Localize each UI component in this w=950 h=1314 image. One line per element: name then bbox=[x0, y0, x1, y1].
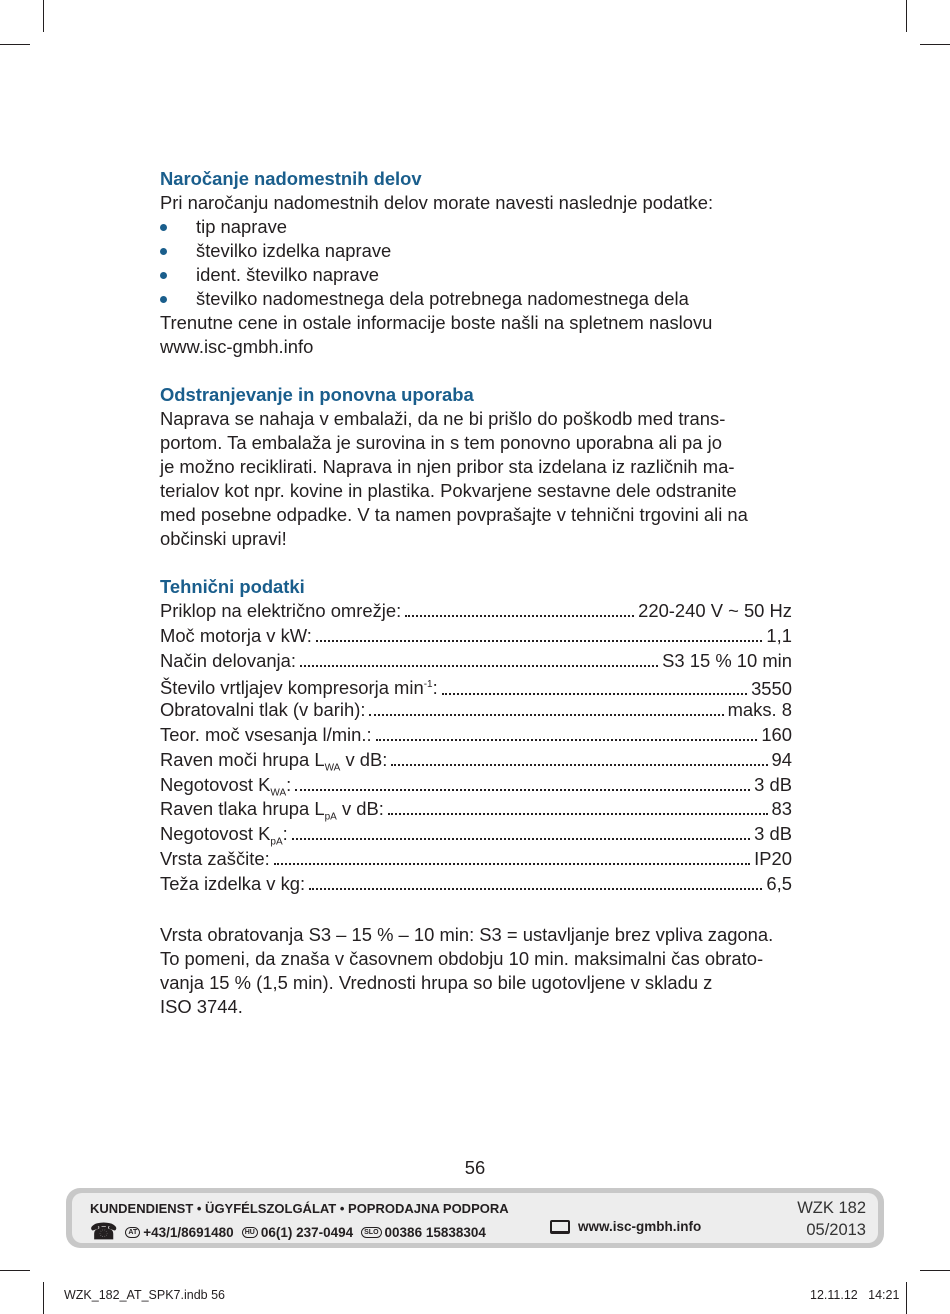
spec-row bbox=[160, 847, 792, 872]
parts-heading: Naročanje nadomestnih delov bbox=[160, 168, 422, 189]
service-footer bbox=[66, 1188, 884, 1248]
spec-value: 1,1 bbox=[766, 624, 792, 646]
parts-intro: Pri naročanju nadomestnih delov morate navesti naslednje podatke: bbox=[160, 192, 714, 213]
crop-mark bbox=[43, 1282, 44, 1314]
parts-outro: Trenutne cene in ostale informacije boste našli na spletnem naslovu bbox=[160, 312, 713, 333]
spec-value: maks. 8 bbox=[727, 699, 792, 721]
crop-mark bbox=[906, 1282, 907, 1314]
website-text: www.isc-gmbh.info bbox=[160, 336, 314, 357]
spec-row bbox=[160, 872, 792, 897]
spec-row bbox=[160, 797, 792, 822]
model-number: WZK 182 bbox=[797, 1199, 866, 1217]
spec-value: 83 bbox=[771, 798, 792, 820]
dot-leader bbox=[274, 863, 750, 865]
mode-line: To pomeni, da znaša v časovnem obdobju 10 min. maksimalni čas obrato- bbox=[160, 947, 764, 969]
edition-date: 05/2013 bbox=[806, 1221, 866, 1239]
phone-number: 06(1) 237-0494 bbox=[260, 1224, 354, 1240]
list-item: številko nadomestnega dela potrebnega nadomestnega dela bbox=[160, 287, 792, 311]
spec-label: Raven tlaka hrupa $L_{pA}$ v dB: bbox=[160, 798, 384, 824]
spec-row bbox=[160, 673, 792, 698]
spec-label: Negotovost $K_{WA}$: bbox=[160, 773, 292, 799]
spec-value: 3550 bbox=[751, 677, 792, 699]
spec-value: 220-240 V ~ 50 Hz bbox=[638, 600, 792, 621]
laptop-icon bbox=[550, 1220, 570, 1234]
list-item: tip naprave bbox=[160, 215, 792, 239]
spec-row bbox=[160, 624, 792, 649]
telephone-icon: ☎ bbox=[90, 1219, 118, 1244]
disposal-line: terialov kot npr. kovine in plastika. Pokvarjene sestavne dele odstranite bbox=[160, 480, 737, 501]
spec-label: Obratovalni tlak (v barih): bbox=[160, 699, 366, 721]
spec-label: Moč motorja v kW: bbox=[160, 624, 312, 646]
spec-label: Negotovost $K_{pA}$: bbox=[160, 823, 288, 848]
page-content bbox=[160, 167, 792, 1019]
disposal-line: Naprava se nahaja v embalaži, da ne bi prišlo do poškodb med trans- bbox=[160, 408, 726, 429]
tech-heading: Tehnični podatki bbox=[160, 576, 305, 597]
phone-number: 00386 15838304 bbox=[384, 1224, 486, 1240]
bullet-icon bbox=[160, 224, 167, 231]
footer-contacts bbox=[90, 1221, 486, 1243]
dot-leader bbox=[388, 813, 768, 815]
disposal-line: portom. Ta embalaža je surovina in s tem ponovno uporabna ali pa jo bbox=[160, 432, 722, 453]
spec-row bbox=[160, 773, 792, 798]
spec-value: 160 bbox=[761, 723, 792, 745]
spec-label: Način delovanja: bbox=[160, 649, 296, 671]
country-badge: HU bbox=[242, 1227, 258, 1238]
phone-number: +43/1/8691480 bbox=[143, 1224, 234, 1240]
spec-value: 3 dB bbox=[754, 823, 792, 845]
spec-row bbox=[160, 723, 792, 748]
page-number: 56 bbox=[464, 1157, 486, 1178]
spec-label: Teža izdelka v kg: bbox=[160, 872, 306, 894]
spec-value: 3 dB bbox=[754, 773, 792, 795]
spec-table bbox=[160, 599, 792, 897]
dot-leader bbox=[295, 789, 750, 791]
spec-row bbox=[160, 698, 792, 723]
disposal-line: je možno reciklirati. Naprava in njen pribor sta izdelana iz različnih ma- bbox=[160, 456, 735, 477]
dot-leader bbox=[292, 838, 750, 840]
country-badge: SLO bbox=[361, 1227, 381, 1238]
crop-mark bbox=[906, 0, 907, 32]
footer-title: KUNDENDIENST • ÜGYFÉLSZOLGÁLAT • POPRODAJNA PODPORA bbox=[90, 1201, 509, 1216]
crop-mark bbox=[0, 44, 30, 45]
footer-website[interactable]: www.isc-gmbh.info bbox=[578, 1219, 702, 1234]
footer-model bbox=[797, 1197, 866, 1241]
slug-file: WZK_182_AT_SPK7.indb 56 bbox=[64, 1288, 225, 1302]
crop-mark bbox=[0, 1270, 30, 1271]
dot-leader bbox=[376, 739, 758, 741]
spec-label: Število vrtljajev kompresorja $\min^{-1}$: bbox=[160, 677, 438, 699]
list-item: številko izdelka naprave bbox=[160, 239, 792, 263]
footer-web bbox=[550, 1219, 701, 1234]
parts-list bbox=[160, 215, 792, 311]
dot-leader bbox=[442, 693, 747, 695]
dot-leader bbox=[316, 640, 763, 642]
dot-leader bbox=[309, 888, 762, 890]
mode-line: vanja 15 % (1,5 min). Vrednosti hrupa so bile ugotovljene v skladu z bbox=[160, 971, 713, 993]
spec-label: Priklop na električno omrežje: bbox=[160, 600, 402, 621]
spec-value: IP20 bbox=[754, 847, 792, 869]
mode-line: Vrsta obratovanja S3 – 15 % – 10 min: S3 = ustavljanje brez vpliva zagona. bbox=[160, 923, 774, 945]
spec-value: 94 bbox=[771, 748, 792, 770]
crop-mark bbox=[920, 44, 950, 45]
spec-label: Raven moči hrupa $L_{WA}$ v dB: bbox=[160, 748, 388, 774]
disposal-heading: Odstranjevanje in ponovna uporaba bbox=[160, 384, 474, 405]
dot-leader bbox=[300, 665, 658, 667]
dot-leader bbox=[405, 615, 634, 617]
bullet-icon bbox=[160, 272, 167, 279]
spec-row bbox=[160, 748, 792, 773]
disposal-line: občinski upravi! bbox=[160, 528, 287, 549]
spec-value: 6,5 bbox=[766, 872, 792, 894]
crop-mark bbox=[43, 0, 44, 32]
spec-row bbox=[160, 649, 792, 674]
bullet-icon bbox=[160, 296, 167, 303]
country-badge: AT bbox=[125, 1227, 140, 1238]
spec-label: Vrsta zaščite: bbox=[160, 847, 270, 869]
spec-row bbox=[160, 599, 792, 624]
dot-leader bbox=[369, 714, 723, 716]
mode-line: ISO 3744. bbox=[160, 995, 243, 1017]
crop-mark bbox=[920, 1270, 950, 1271]
spec-label: Teor. moč vsesanja l/min.: bbox=[160, 723, 372, 745]
disposal-line: med posebne odpadke. V ta namen povprašajte v tehnični trgovini ali na bbox=[160, 504, 748, 525]
slug-timestamp: 12.11.12 14:21 bbox=[810, 1288, 900, 1302]
bullet-icon bbox=[160, 248, 167, 255]
spec-row bbox=[160, 822, 792, 847]
list-item: ident. številko naprave bbox=[160, 263, 792, 287]
dot-leader bbox=[391, 764, 767, 766]
spec-value: S3 15 % 10 min bbox=[662, 649, 792, 671]
